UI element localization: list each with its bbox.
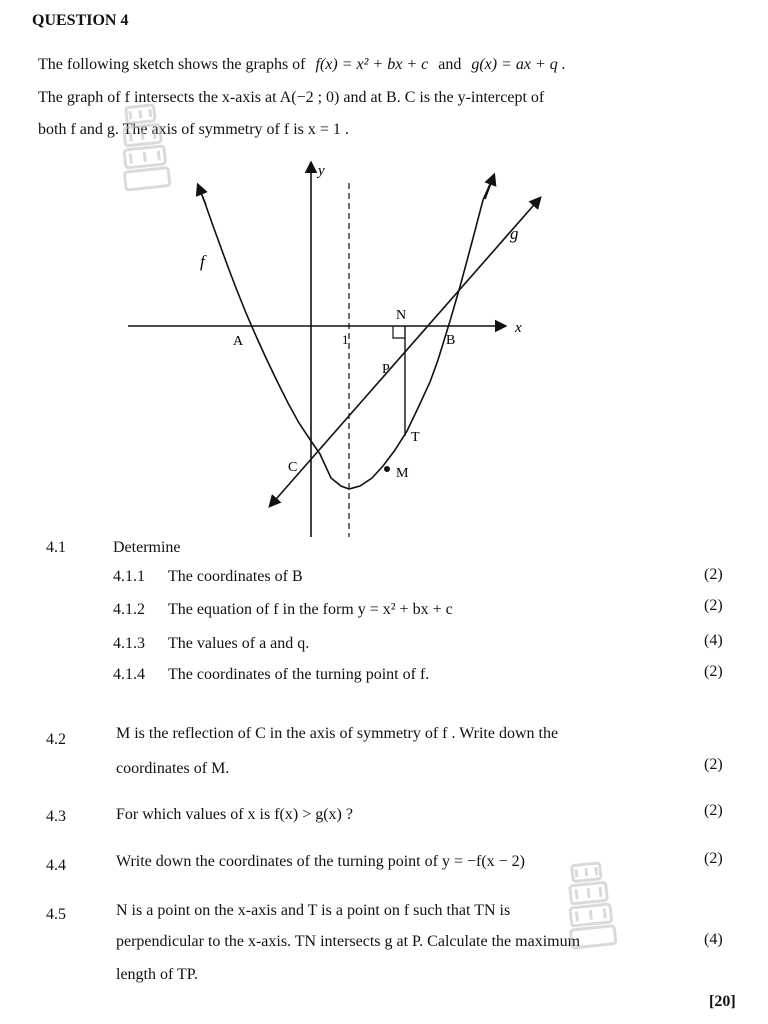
q45-line-2: perpendicular to the x-axis. TN intersects g at P. Calculate the maximum	[116, 933, 581, 950]
q414-text: The coordinates of the turning point of f.	[168, 666, 430, 683]
intro-line-3: both f and g. The axis of symmetry of f is x = 1 .	[38, 121, 349, 138]
q43-number: 4.3	[46, 808, 66, 825]
intro-line-1	[38, 56, 566, 74]
label-b: B	[446, 333, 456, 348]
q412-marks: (2)	[704, 597, 723, 614]
right-angle-marker	[393, 326, 405, 338]
total-marks: [20]	[709, 993, 736, 1010]
q411-number: 4.1.1	[113, 568, 145, 585]
leaning-tower-icon	[560, 858, 620, 956]
parabola-f-right-arrow	[485, 175, 494, 199]
q42-line-1: M is the reflection of C in the axis of symmetry of f . Write down the	[116, 725, 559, 742]
f-expression: f(x) = x² + bx + c	[315, 56, 429, 73]
q44-text: Write down the coordinates of the turning point of y = −f(x − 2)	[116, 853, 525, 870]
q412-number: 4.1.2	[113, 601, 145, 618]
leaning-tower-icon	[114, 100, 174, 198]
label-m: M	[396, 466, 409, 481]
label-n: N	[396, 308, 407, 323]
q45-line-3: length of TP.	[116, 966, 198, 983]
q414-marks: (2)	[704, 663, 723, 680]
label-one: 1	[342, 332, 349, 347]
q45-marks: (4)	[704, 931, 723, 948]
q411-text: The coordinates of B	[168, 568, 303, 585]
q414-number: 4.1.4	[113, 666, 145, 683]
q41-text: Determine	[113, 539, 181, 556]
label-p: P	[382, 362, 390, 377]
question-heading: QUESTION 4	[32, 12, 129, 29]
q43-marks: (2)	[704, 802, 723, 819]
q42-marks: (2)	[704, 756, 723, 773]
label-g: g	[510, 224, 519, 243]
q44-marks: (2)	[704, 850, 723, 867]
q45-number: 4.5	[46, 906, 66, 923]
q44-number: 4.4	[46, 857, 66, 874]
label-f: f	[200, 252, 205, 271]
g-expression: g(x) = ax + q .	[471, 56, 566, 73]
q411-marks: (2)	[704, 566, 723, 583]
intro-prefix: The following sketch shows the graphs of	[38, 56, 306, 73]
q42-number: 4.2	[46, 731, 66, 748]
q42-line-2: coordinates of M.	[116, 760, 230, 777]
q412-text: The equation of f in the form y = x² + bx + c	[168, 601, 453, 618]
label-x: x	[515, 320, 522, 336]
q413-text: The values of a and q.	[168, 635, 310, 652]
q413-marks: (4)	[704, 632, 723, 649]
label-c: C	[288, 460, 298, 475]
label-t: T	[411, 430, 420, 445]
label-a: A	[233, 334, 244, 349]
intro-and: and	[438, 56, 462, 73]
q43-text: For which values of x is f(x) > g(x) ?	[116, 806, 353, 823]
parabola-f-left-arrow	[198, 185, 206, 205]
intro-line-2: The graph of f intersects the x-axis at A(−2 ; 0) and at B. C is the y-intercept of	[38, 89, 545, 106]
q413-number: 4.1.3	[113, 635, 145, 652]
graph-sketch	[120, 155, 550, 545]
point-m	[384, 466, 390, 472]
q41-number: 4.1	[46, 539, 66, 556]
q45-line-1: N is a point on the x-axis and T is a point on f such that TN is	[116, 902, 511, 919]
label-y: y	[318, 163, 325, 179]
